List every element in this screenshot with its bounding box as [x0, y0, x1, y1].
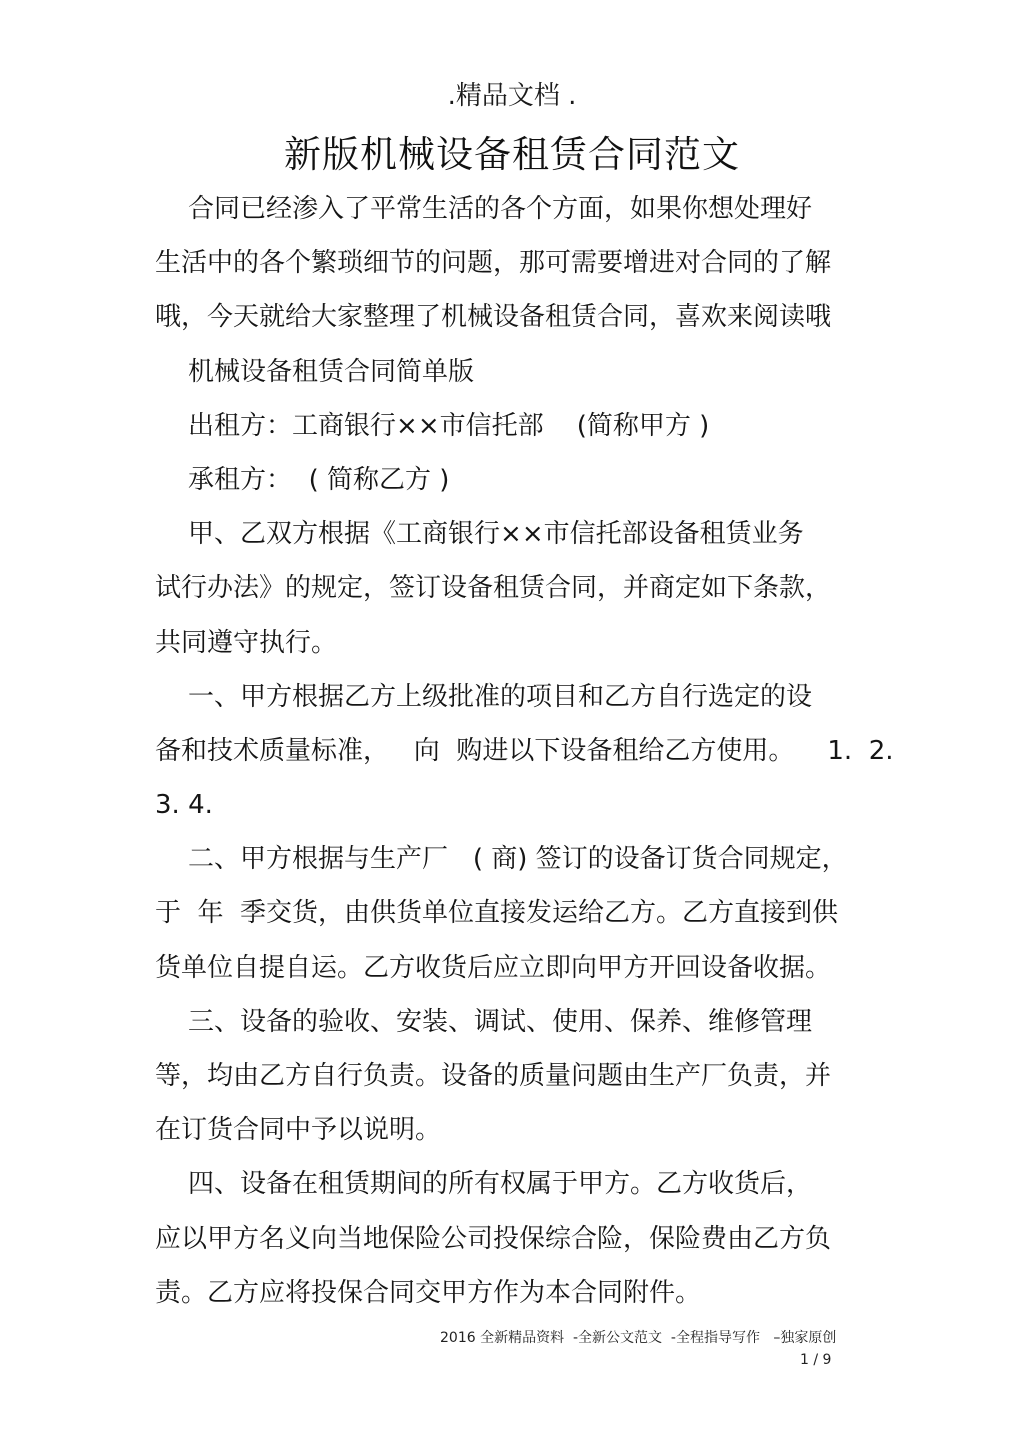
body-line: 机械设备租赁合同简单版 — [155, 356, 475, 387]
document-title: 新版机械设备租赁合同范文 — [284, 133, 740, 176]
footer-note: 2016 全新精品资料 -全新公文范文 -全程指导写作 –独家原创 — [440, 1330, 837, 1346]
body-line: 于 年 季交货，由供货单位直接发运给乙方。乙方直接到供 — [155, 898, 839, 929]
body-line: 三、设备的验收、安装、调试、使用、保养、维修管理 — [155, 1006, 813, 1037]
body-line: 3. 4. — [155, 790, 213, 821]
body-line: 货单位自提自运。乙方收货后应立即向甲方开回设备收据。 — [155, 952, 832, 983]
page-number: 1 / 9 — [800, 1352, 832, 1368]
body-line: 出租方：工商银行××市信托部 (简称甲方 ) — [155, 410, 710, 441]
body-line: 四、设备在租赁期间的所有权属于甲方。乙方收货后， — [155, 1169, 813, 1200]
body-line: 试行办法》的规定，签订设备租赁合同，并商定如下条款， — [155, 573, 832, 604]
body-line: 等，均由乙方自行负责。设备的质量问题由生产厂负责，并 — [155, 1061, 832, 1091]
body-line: 备和技术质量标准， 向 购进以下设备租给乙方使用。 1. 2. — [155, 735, 894, 766]
body-line: 二、甲方根据与生产厂 ( 商) 签订的设备订货合同规定， — [155, 844, 848, 875]
body-line: 生活中的各个繁琐细节的问题，那可需要增进对合同的了解 — [155, 248, 832, 279]
body-line: 共同遵守执行。 — [155, 627, 338, 658]
body-line: 合同已经渗入了平常生活的各个方面，如果你想处理好 — [155, 194, 813, 224]
body-line: 甲、乙双方根据《工商银行××市信托部设备租赁业务 — [155, 519, 804, 550]
body-text — [155, 182, 894, 1320]
body-line: 责。乙方应将投保合同交甲方作为本合同附件。 — [155, 1277, 702, 1308]
body-line: 在订货合同中予以说明。 — [155, 1115, 442, 1146]
body-line: 应以甲方名义向当地保险公司投保综合险，保险费由乙方负 — [155, 1223, 832, 1254]
body-line: 哦，今天就给大家整理了机械设备租赁合同，喜欢来阅读哦 — [155, 302, 832, 333]
body-line: 一、甲方根据乙方上级批准的项目和乙方自行选定的设 — [155, 681, 813, 712]
header-mark: .精品文档 . — [447, 81, 577, 111]
body-line: 承租方： ( 简称乙方 ) — [155, 464, 450, 495]
